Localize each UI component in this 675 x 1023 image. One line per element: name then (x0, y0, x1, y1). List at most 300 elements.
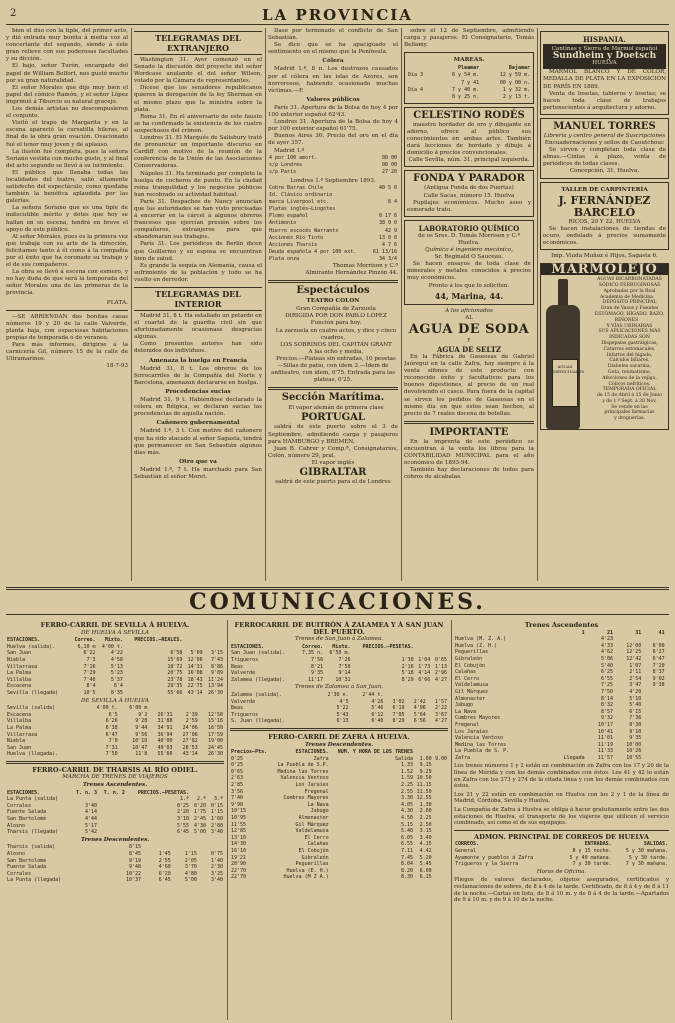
table-cell: 4'20 (629, 688, 642, 695)
table-cell: 1.ª (180, 796, 190, 803)
table-cell: 7'36 (629, 715, 642, 722)
table-cell: Valverde (231, 670, 256, 677)
table-cell: 1.30 (419, 801, 432, 808)
table-cell: La Punta (salida) (7, 796, 59, 803)
table-cell: San Juan (salida). (231, 650, 286, 657)
col2-paragraphs3 (134, 366, 262, 387)
table-cell: San Juan (7, 650, 32, 657)
table-cell: 12.55 (416, 795, 432, 802)
table-cell: s/p Londres (269, 161, 303, 168)
text-paragraph: INDICADAS SON (609, 335, 650, 341)
table-cell (407, 80, 434, 87)
table-cell: CORREOS. (455, 841, 480, 848)
table-cell: PRECIOS.—PESETAS. (362, 643, 414, 650)
table-cell (642, 709, 665, 716)
table-cell: 6'12 (371, 711, 384, 718)
table-row (454, 729, 669, 736)
table-cell: 5'09 (190, 650, 203, 657)
maritime-lines4: saldrá de este puerto para el de Londres (275, 478, 391, 485)
table-cell: 2.00 (419, 808, 432, 815)
text-paragraph: El bajo, señor Turón, encargado del papel de William Belfort, nos gustó mucho por su gran naturalidad. (6, 63, 128, 84)
table-cell: 7 y 41 (461, 79, 480, 86)
table-cell: 6'19 (392, 705, 405, 712)
table-cell: 6'45 (177, 829, 190, 836)
table-cell: 4'27 (434, 718, 447, 725)
table-cell: 5'40 (629, 702, 642, 709)
table-cell: 9'44 (135, 724, 148, 731)
col3-rule (268, 280, 398, 283)
table-cell: 1'15 (210, 809, 223, 816)
table-cell: 8'4 (86, 683, 96, 690)
table-cell: 8'45 (128, 851, 141, 857)
table-cell (642, 715, 665, 722)
table-cell: 8.20 (400, 867, 414, 874)
table-cell: Pleamar (458, 65, 480, 72)
text-paragraph: Washington 31. Ayer comenzó en el Senado la discusión del proyecto del señor Wordcase anulando el del señor Wilson, votado por la Cámara de representantes. (134, 57, 262, 85)
table-cell (642, 722, 665, 729)
table-cell: 38 0 0 (378, 220, 397, 227)
hispania-ad (540, 31, 669, 115)
text-paragraph: Dispepsias gastrálgicas, (601, 340, 658, 346)
table-cell: 3'40 (210, 877, 223, 884)
table-cell: 2'59 (185, 718, 198, 725)
table-cell: Bajamar (508, 65, 530, 72)
table-cell (198, 844, 224, 851)
table-cell (172, 844, 198, 851)
table-cell: 8 y 25 n. (452, 93, 480, 100)
table-cell: 1.52 (400, 768, 414, 775)
table-cell: 5'00 (193, 829, 207, 836)
table-cell: 8.04 (400, 861, 414, 868)
table-cell: 26'30 (207, 751, 223, 758)
table-cell: 2.25 (400, 782, 414, 789)
table-cell: 6'58 (170, 650, 183, 657)
table-cell: 12'85 (231, 828, 247, 835)
table-cell: 10'10 (132, 738, 148, 745)
table-cell: 3'25 (210, 870, 223, 877)
table-cell: 28'53 (182, 744, 198, 751)
table-row (230, 874, 448, 881)
table-row (6, 683, 224, 690)
table-cell: 4'33 (600, 642, 613, 649)
table-row (6, 796, 224, 803)
table-header-row (6, 637, 224, 644)
table-cell: 8 y 15 noche. (572, 848, 612, 854)
table-cell: Jabugo (455, 702, 474, 709)
table-cell: 6'00 m (129, 705, 148, 712)
text-paragraph: Al señor Morales, pues es la primera vez que trabaja con su arte de la dirección, felicitamos tanto á él como á la compañía por el éxito que ha coronado su trabajo y el de sus compañeros. (6, 233, 128, 269)
taller-text: Se hacen instalaciones de tiendas de ocuro, ondulado á precios sumamente económicos. (543, 225, 666, 246)
table-row (454, 643, 669, 650)
table-cell: 12 y 59 m. (499, 72, 530, 79)
table-cell: 11'19 (597, 741, 613, 748)
table-cell (547, 636, 585, 643)
table-cell: Platas inglés—Lingotes (269, 206, 336, 213)
table-cell: 2'63 (231, 775, 244, 782)
table-cell: 4'96 (413, 705, 426, 712)
table-cell: 31'88 (157, 718, 173, 725)
table-cell: 11'33 (597, 748, 613, 755)
table-cell: 8'35 (110, 689, 123, 696)
table-row (454, 636, 669, 643)
table-cell: 4'14 (84, 809, 98, 816)
table-cell: Valencia Ventoso (455, 735, 504, 742)
table-cell: 6'22 (83, 650, 96, 657)
text-paragraph: Madrid 31, 9 t. Habiéndose declarado la cólera en Bélgica, se declaran sucias las procedencias de aquella nación. (134, 397, 262, 418)
table-cell: 0'25 (231, 762, 244, 769)
lab-title: LABORATORIO QUÍMICO (418, 223, 520, 233)
table-cell: 00 00 (381, 161, 397, 168)
table-cell: 40 5 0 (378, 184, 397, 191)
table-cell: 5'43 (336, 711, 349, 718)
hispania-sub: Cantinas y Sierra de Mármol español (551, 46, 658, 53)
table-cell: San Bartolomé (7, 816, 47, 823)
table-cell (547, 649, 585, 656)
col2-sub1: Amenaza la huelga en Francia (149, 357, 247, 364)
rail2-table2 (230, 692, 448, 725)
table-row (230, 808, 448, 815)
table-cell: Mixto. (332, 643, 351, 650)
table-cell: 2'44 t. (362, 691, 384, 698)
table-cell: 3.40 (419, 834, 432, 841)
table-cell: Escacena (7, 711, 32, 718)
text-paragraph: LOS SOBRINOS DEL CAPITÁN GRANT (280, 341, 392, 348)
table-cell: Acciones Río Tinto (269, 234, 324, 241)
column-3 (268, 28, 398, 581)
table-cell: 4'44 (84, 816, 98, 823)
rail2-title: FERROCARRIL DE BUITRÓN Á ZALAMEA Y Á SAN JUAN DEL PUERTO. (234, 621, 444, 636)
table-cell: Mixto. (104, 637, 123, 644)
table-cell (547, 702, 585, 709)
table-cell: Corrales (7, 802, 32, 809)
table-cell: 6'38 (105, 724, 118, 731)
table-cell: 1 y 32 m. (502, 86, 530, 93)
admon-title: ADMON. PRINCIPAL DE CORREOS DE HUELVA (474, 832, 649, 841)
table-cell: 40'00 (157, 738, 173, 745)
table-row (6, 732, 224, 739)
table-row (407, 72, 531, 79)
table-cell: Huelva (llegada). (7, 751, 59, 758)
table-cell: Cumbres Mayores (455, 715, 501, 722)
table-cell: 21 (606, 629, 613, 636)
table-cell: 9'19 (128, 857, 141, 864)
taller-name: J. FERNÁNDEZ BARCELÓ (558, 193, 651, 219)
table-cell: PRECIOS.—PESETAS. (137, 789, 190, 796)
table-cell: PRECIOS.—REALES. (134, 637, 183, 644)
table-cell: Fregenal (304, 788, 329, 795)
rail3-title: Trenes Ascendentes (524, 621, 599, 629)
table-cell: 4.15 (419, 841, 432, 848)
table-cell: 3.30 (400, 795, 414, 802)
col3-paragraphs2 (268, 66, 398, 94)
table-row (6, 712, 224, 719)
table-cell: Niebla (7, 656, 26, 663)
table-cell: 00 y 00 n. (499, 79, 530, 86)
table-cell: 7,35 n. (302, 650, 324, 657)
table-cell: 11'01 (597, 735, 613, 742)
table-cell: Alosno (7, 851, 26, 857)
rail2-table3 (230, 749, 448, 881)
table-cell: Deuda española 4 por 100 ext. (269, 248, 357, 255)
fonda-address: Calle Sacas, número 15. Huelva (423, 192, 515, 199)
col3-sub1: Cólera (322, 58, 344, 65)
table-cell: 6'66 (418, 676, 431, 683)
table-cell: 13'94 (207, 683, 223, 690)
column-5 (540, 28, 669, 581)
rail1-title: FERRO-CARRIL DE SEVILLA Á HUELVA. (40, 621, 190, 629)
mareas-table (407, 65, 531, 100)
table-cell: 11.15 (416, 782, 432, 789)
table-cell: 8 4 (387, 199, 397, 206)
text-paragraph: Es grande la sequía en Alemania, causa el sufrimiento de la población y todo se ha vuelto en derredor. (134, 262, 262, 283)
table-cell: 0'75 (210, 851, 223, 857)
bottle-label: AGUAS MEDICINALES (552, 359, 578, 407)
table-row (268, 185, 398, 192)
table-cell: 5 y 30 mañana. (625, 848, 668, 854)
text-paragraph: ESTÓMAGO, HÍGADO, BAZO, RIÑONES (594, 311, 665, 323)
text-paragraph: Cálculos biliares, (609, 358, 650, 364)
table-cell: 2 y 13 t. (502, 93, 530, 100)
bottle-image (544, 279, 585, 429)
table-header-row (6, 790, 224, 797)
table-row (230, 756, 448, 763)
table-cell: 5'42 (84, 829, 98, 836)
marmolejo-bottle-wrap (541, 275, 585, 429)
table-cell (642, 636, 665, 643)
table-cell: 10'47 (132, 744, 148, 751)
table-cell: 5'00 (184, 877, 197, 884)
table-cell: 16'08 (187, 670, 203, 677)
table-cell: 2'16 (401, 663, 414, 670)
table-cell: Zalamea (llegada). (231, 676, 286, 683)
table-row (6, 871, 224, 878)
table-cell: 9'2 (138, 711, 148, 718)
table-cell: San Juan (7, 744, 32, 751)
table-cell (124, 644, 184, 651)
table-row (230, 789, 448, 796)
text-paragraph: DEPÓSITO PRINCIPAL (602, 300, 657, 306)
text-paragraph: El señor Morales que dijo muy bien el papel del cómico Ramón, y el señor López imprimió á Tiburcio su natural gracejo. (6, 84, 128, 105)
table-cell: 10'00 (626, 741, 642, 748)
table-cell: Trigueros y la Sierra (455, 861, 519, 868)
torres-ad (540, 118, 669, 179)
table-cell: T. n. 2 (103, 789, 125, 796)
table-cell: 6'15 (629, 708, 642, 715)
table-cell: 1'57 (434, 698, 447, 705)
table-cell: La Palma (7, 724, 32, 731)
table-row (454, 748, 669, 755)
masthead (6, 4, 669, 26)
table-cell: 7.11 (400, 848, 414, 854)
table-cell (642, 742, 665, 749)
table-row (6, 738, 224, 745)
table-cell: Calañas (455, 669, 477, 676)
table-cell: 20'90 (231, 861, 247, 868)
table-cell: Zalamea (salida). (231, 691, 283, 698)
table-cell: 22'70 (231, 867, 247, 874)
fonda-title: FONDA Y PARADOR (413, 173, 525, 185)
table-cell: 7.45 (400, 854, 414, 861)
table-cell: 6'56 (413, 718, 426, 725)
table-cell: Medina las Torres (277, 768, 329, 775)
table-cell: Valencia Ventoso (280, 775, 329, 782)
taller-ad (540, 182, 669, 250)
table-row (268, 249, 398, 256)
table-cell: La Punta (llegada) (7, 877, 62, 884)
table-cell: 1'75 (193, 809, 207, 816)
table-row (230, 699, 448, 706)
teatro-name: TEATRO COLON (306, 298, 360, 305)
table-cell: 8'29 (401, 676, 414, 683)
table-cell: 3'40 (84, 802, 98, 809)
table-cell: 6'00 (652, 642, 665, 649)
table-row (230, 664, 448, 671)
table-cell (431, 650, 448, 657)
table-cell: Gil Márquez (455, 688, 489, 695)
table-row (268, 235, 398, 242)
table-row (230, 657, 448, 664)
table-row (6, 745, 224, 752)
table-cell: 9'10 (629, 728, 642, 735)
hispania-text: MÁRMOL BLANCO Y DE COLOR, MEDALLA DE PLATA EN LA EXPOSICIÓN DE PARÍS EN 1889. (543, 69, 666, 90)
table-row (230, 650, 448, 657)
table-row (454, 696, 669, 703)
rail3-note2: Los 21 y 22 están en combinación en Huelva con los 2 y 1 de la línea de Madrid, Córdoba, Sevilla y Huelva. (454, 791, 669, 805)
table-row (454, 861, 669, 868)
table-cell: 2'42 (413, 698, 426, 705)
table-cell: 4 7 6 (381, 241, 397, 248)
table-row (454, 682, 669, 689)
table-cell: 24'45 (207, 744, 223, 751)
table-cell: La Palma (7, 670, 32, 677)
ship-gibraltar: GIBRALTAR (299, 466, 367, 478)
column-divider (131, 28, 132, 581)
table-cell: 8'30 (629, 721, 642, 728)
table-cell: 12'42 (626, 655, 642, 662)
rail1-title2: FERRO-CARRIL DE THARSIS AL RÍO ODIEL. (32, 765, 198, 774)
table-cell: 11'24 (207, 676, 223, 683)
table-cell: 1'60 (210, 816, 223, 823)
table-cell: Día 4 (408, 86, 424, 93)
table-cell: 7'31 (105, 744, 118, 751)
table-cell (98, 823, 126, 830)
text-paragraph: Londres 31. El Marqués de Salisbury trató de pronunciar un importante discurso en Cardiff con motivo de la reunión de la conferencia de la Unión de las Asociaciones Conservadoras. (134, 135, 262, 170)
table-cell: 1'13 (434, 663, 447, 670)
table-cell: 5 y 40 mañana. (569, 854, 612, 861)
text-paragraph: Catarros estomacales, (603, 346, 656, 352)
table-cell: 2'55 (158, 857, 171, 864)
table-cell (666, 722, 669, 729)
celestino-ad (404, 107, 534, 168)
col1-notice: —SE ARRIENDAN dos bonitas casas números 19 y 20 de la calle Valverde, planta baja, con espaciosas habitaciones propias de temporada ó de veraneo. (6, 313, 128, 341)
table-cell: Acciones Tharsis (269, 241, 318, 248)
text-paragraph: Gran de Vasos y Fuentes (600, 306, 659, 312)
text-paragraph: Visitó el trapo de Margarita y en la escena apareció la cursatilla hileras, al final de la obra gran ovación. Ovacionado fué el tenor muy joven y de aplauso. (6, 120, 128, 148)
timetable-column-3 (454, 620, 669, 1020)
table-cell: 27'82 (182, 738, 198, 745)
marmolejo-title: MARMOLEJO (541, 264, 668, 275)
table-cell: General (455, 848, 477, 854)
table-row (454, 689, 669, 696)
rail2-rule (230, 728, 448, 731)
table-cell: 6'27 (652, 649, 665, 656)
table-cell: 10'26 (626, 748, 642, 755)
table-row (6, 823, 224, 830)
table-row (454, 676, 669, 683)
table-row (6, 664, 224, 671)
table-cell: Los Jaraíes (295, 782, 329, 789)
table-cell: 7'50 (338, 663, 351, 670)
text-paragraph: La zarzuela en cuatro actos, y dice y cinco cuadros, (275, 327, 397, 341)
table-cell: 2'96 (434, 670, 447, 677)
admon-table (454, 841, 669, 867)
table-cell: 18'43 (187, 676, 203, 683)
table-cell: 7'40 (83, 676, 96, 683)
table-cell: 55'66 (167, 689, 183, 696)
table-cell: 2'45 (193, 816, 207, 823)
col2-sub4: Otro que va (179, 458, 217, 465)
headline-espectaculos: Espectáculos (296, 285, 370, 297)
text-paragraph: Gran Compañía de Zarzuela (296, 306, 376, 313)
table-cell (666, 702, 669, 709)
table-cell: Villarrasa (7, 663, 38, 670)
table-row (6, 864, 224, 871)
table-cell: 4.50 (400, 815, 414, 822)
table-row (268, 155, 398, 162)
marmolejo-lines (585, 275, 668, 429)
table-cell: 5'37 (110, 676, 123, 683)
table-cell: 7 y 40 m. (452, 86, 480, 93)
table-row (6, 803, 224, 810)
table-cell: 6.15 (419, 874, 432, 881)
lab-text: Se hacen ensayos de toda clase de minerales y metales conocidos á precios muy económicos. (407, 261, 531, 282)
table-row (230, 762, 448, 769)
table-cell: 11'57 (597, 754, 613, 761)
text-paragraph: El vapor alemán de primera clase (288, 405, 384, 412)
table-cell: El Cerro (455, 675, 480, 682)
table-cell: Escacena (7, 683, 32, 690)
table-cell: T. n. 3 (75, 789, 98, 796)
column-divider (265, 28, 266, 581)
table-cell: 7'25 (600, 682, 613, 689)
table-cell: 22'75 (187, 683, 203, 690)
table-cell: 6'13 (336, 718, 349, 725)
table-cell (547, 735, 585, 742)
table-cell (642, 735, 665, 742)
table-cell: Huelva (salida). (7, 643, 56, 650)
table-cell (666, 715, 669, 722)
table-cell: 36'94 (157, 731, 173, 738)
table-cell (406, 692, 427, 699)
table-row (407, 87, 531, 94)
table-cell: Id. Clásico ordinario (269, 192, 333, 199)
table-row (230, 868, 448, 875)
table-cell: 34 3/4 (378, 255, 397, 262)
table-cell: Valdelamusa (295, 828, 329, 835)
maritime-lines (268, 405, 398, 412)
table-cell: Fuente Salada (7, 809, 47, 816)
text-paragraph: principales farmacias (604, 410, 655, 416)
table-row (230, 718, 448, 725)
table-cell: Alosno (7, 822, 26, 829)
table-cell: 23'78 (167, 676, 183, 683)
table-cell: 10'55 (626, 754, 642, 761)
table-cell: 13 0 0 (378, 234, 397, 241)
text-paragraph: Aprobadas por la Real Academia de Medicina (599, 288, 656, 300)
table-cell: 10'41 (597, 728, 613, 735)
table-cell: 34'91 (157, 724, 173, 731)
table-cell: 10'17 (597, 721, 613, 728)
